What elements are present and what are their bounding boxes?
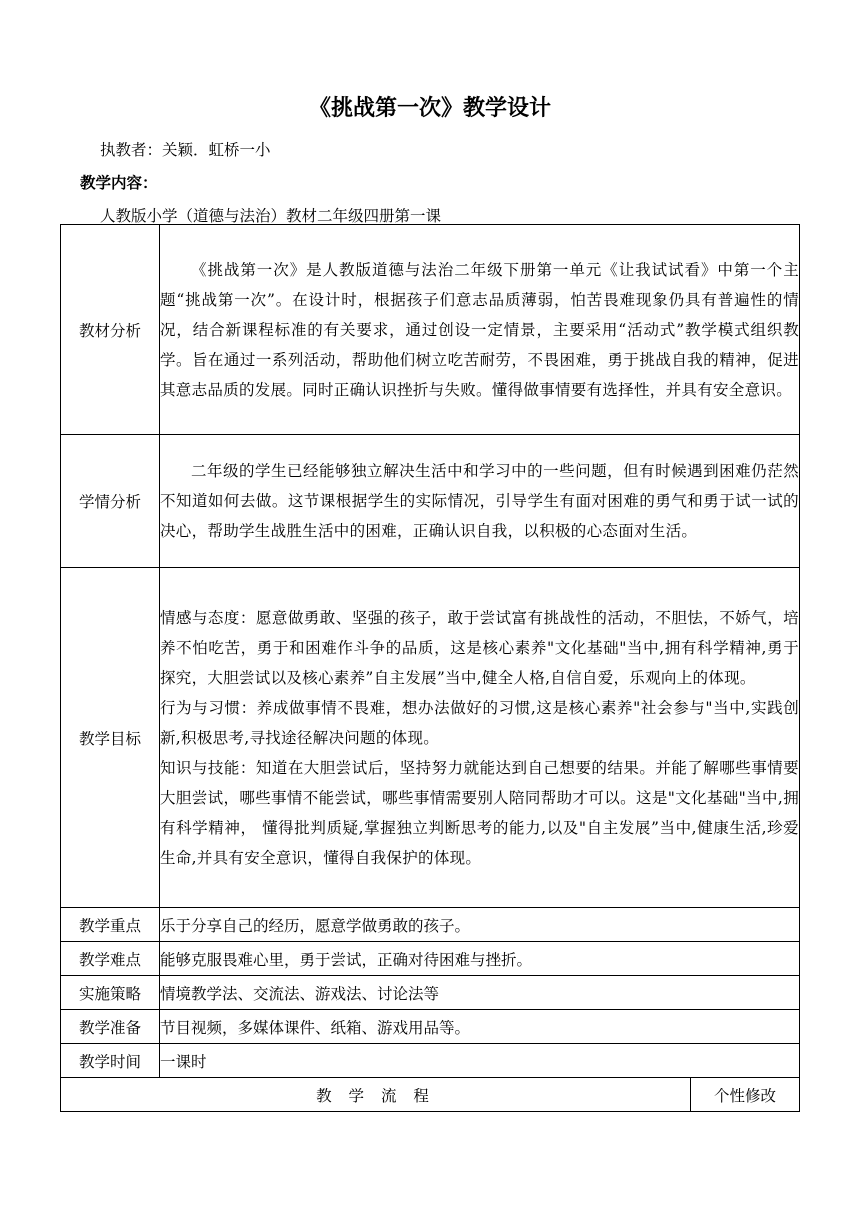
difficulties-text: 能够克服畏难心里，勇于尝试，正确对待困难与挫折。 <box>160 942 800 976</box>
row-difficulties <box>61 942 800 976</box>
strategy-label: 实施策略 <box>61 976 160 1010</box>
key-points-text: 乐于分享自己的经历，愿意学做勇敢的孩子。 <box>160 908 800 942</box>
modify-header: 个性修改 <box>691 1078 800 1112</box>
students-text: 二年级的学生已经能够独立解决生活中和学习中的一些问题，但有时候遇到困难仍茫然不知道如何去做。这节课根据学生的实际情况，引导学生有面对困难的勇气和勇于试一试的决心，帮助学生战胜生活中的困难，正确认识自我，以积极的心态面对生活。 <box>160 435 800 568</box>
row-strategy <box>61 976 800 1010</box>
goals-label: 教学目标 <box>61 568 160 908</box>
time-label: 教学时间 <box>61 1044 160 1078</box>
time-text: 一课时 <box>160 1044 800 1078</box>
preparation-label: 教学准备 <box>61 1010 160 1044</box>
flow-header: 教 学 流 程 <box>61 1078 691 1112</box>
goals-emotion: 情感与态度：愿意做勇敢、坚强的孩子，敢于尝试富有挑战性的活动，不胆怯，不娇气，培养不怕吃苦，勇于和困难作斗争的品质，这是核心素养"文化基础"当中,拥有科学精神,勇于探究，大胆尝试以及核心素养”自主发展”当中,健全人格,自信自爱，乐观向上的体现。 <box>160 608 799 687</box>
goals-knowledge: 知识与技能：知道在大胆尝试后，坚持努力就能达到自己想要的结果。并能了解哪些事情要大胆尝试，哪些事情不能尝试，哪些事情需要别人陪同帮助才可以。这是"文化基础"当中,拥有科学精神， 懂得批判质疑,掌握独立判断思考的能力,以及"自主发展”当中,健康生活,珍爱生命,并具有安全意识，懂得自我保护的体现。 <box>160 758 799 867</box>
row-preparation <box>61 1010 800 1044</box>
key-points-label: 教学重点 <box>61 908 160 942</box>
row-goals <box>61 568 800 908</box>
author-line: 执教者：关颖．虹桥一小 <box>100 141 271 159</box>
material-text: 《挑战第一次》是人教版道德与法治二年级下册第一单元《让我试试看》中第一个主题“挑战第一次”。在设计时，根据孩子们意志品质薄弱，怕苦畏难现象仍具有普遍性的情况，结合新课程标准的有关要求，通过创设一定情景，主要采用“活动式”教学模式组织教学。旨在通过一系列活动，帮助他们树立吃苦耐劳，不畏困难，勇于挑战自我的精神，促进其意志品质的发展。同时正确认识挫折与失败。懂得做事情要有选择性，并具有安全意识。 <box>160 225 800 435</box>
row-students <box>61 435 800 568</box>
row-key-points <box>61 908 800 942</box>
document-title: 《挑战第一次》教学设计 <box>308 95 551 121</box>
row-time <box>61 1044 800 1078</box>
content-label: 教学内容： <box>80 173 158 192</box>
content-text: 人教版小学（道德与法治）教材二年级四册第一课 <box>100 207 442 225</box>
row-material <box>61 225 800 435</box>
material-label: 教材分析 <box>61 225 160 435</box>
difficulties-label: 教学难点 <box>61 942 160 976</box>
lesson-plan-table <box>60 224 800 1112</box>
goals-behavior: 行为与习惯：养成做事情不畏难，想办法做好的习惯,这是核心素养"社会参与"当中,实践创新,积极思考,寻找途径解决问题的体现。 <box>160 698 799 747</box>
row-flow-header <box>61 1078 800 1112</box>
strategy-text: 情境教学法、交流法、游戏法、讨论法等 <box>160 976 800 1010</box>
preparation-text: 节目视频，多媒体课件、纸箱、游戏用品等。 <box>160 1010 800 1044</box>
students-label: 学情分析 <box>61 435 160 568</box>
goals-text <box>160 568 800 908</box>
